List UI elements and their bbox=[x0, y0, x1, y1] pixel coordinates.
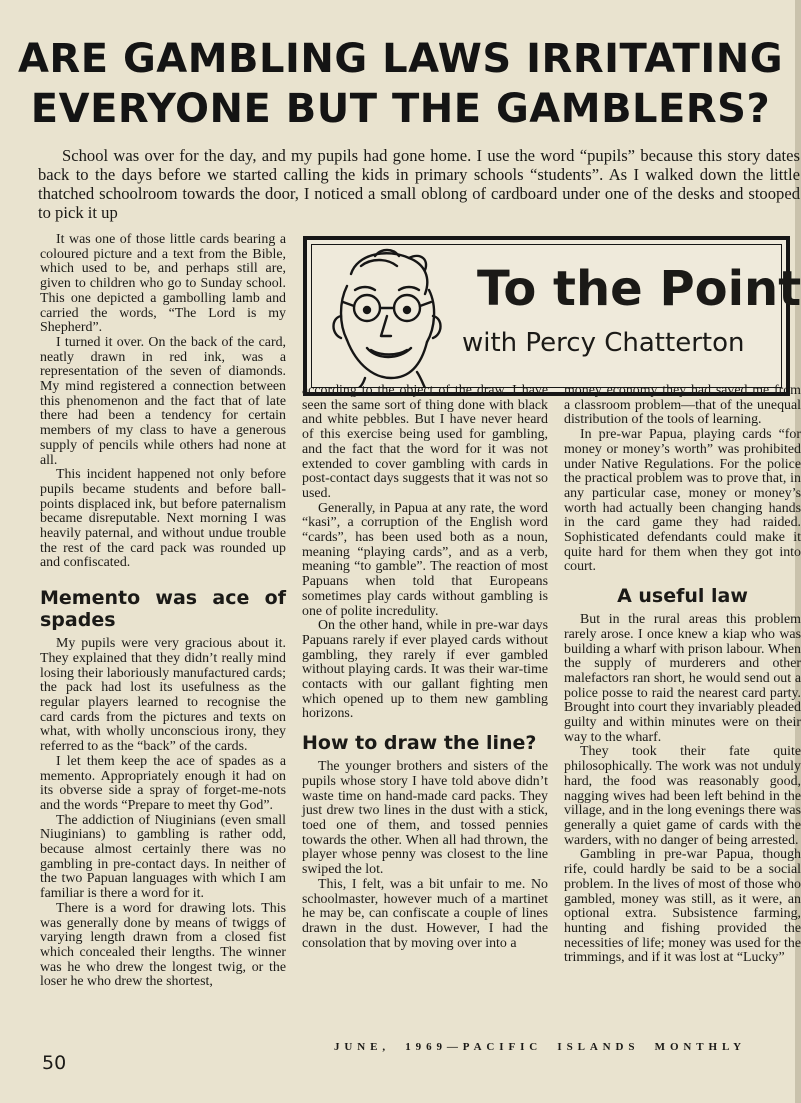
paragraph: This, I felt, was a bit unfair to me. No schoolmaster, however much of a martinet he may be, can confiscate a couple of lines drawn in the dust. However, I had the consolation that by moving over into a bbox=[302, 876, 548, 951]
paragraph: They took their fate quite philosophically. The work was not unduly hard, the food was reasonably good, nagging wives had been left behind in the village, and in the long evenings there was generally a quiet game of cards with the warders, with no danger of being arrested. bbox=[564, 744, 801, 848]
paragraph: Generally, in Papua at any rate, the word “kasi”, a corruption of the English word “cards”, has been used both as a noun, meaning “playing cards”, and as a verb, meaning “to gamble”. The reaction of most Papuans when told that Europeans sometimes play cards without gambling is one of polite incredulity. bbox=[302, 500, 548, 619]
intro-paragraph: School was over for the day, and my pupils had gone home. I use the word “pupils” because this story dates back to the days before we started calling the kids in primary schools “students”. As I walked down the little thatched schoolroom towards the door, I noticed a small oblong of cardboard under one of the desks and stooped to pick it up bbox=[38, 146, 800, 222]
paragraph: My pupils were very gracious about it. They explained that they didn’t really mind losing their laboriously manufactured cards; the pack had lost its usefulness as the regular players learned to recognise the card cards from the pictures and texts on what, with wholly unconscious irony, they referred to as the “back” of the cards. bbox=[40, 636, 286, 755]
column-2 bbox=[302, 384, 548, 951]
column-3 bbox=[564, 384, 801, 966]
paragraph: The younger brothers and sisters of the pupils whose story I have told above didn’t waste time on hand-made card packs. They just drew two lines in the dust with a stick, toed one of them, and tossed pennies towards the other. When all had thrown, the player whose penny was closest to the line swiped the lot. bbox=[302, 759, 548, 878]
paragraph: It was one of those little cards bearing a coloured picture and a text from the Bible, which used to be, and perhaps still are, given to children who go to Sunday school. This one depicted a gambolling lamb and carried the words, “The Lord is my Shepherd”. bbox=[40, 232, 286, 336]
column-title: To the Point bbox=[477, 261, 801, 317]
paragraph: Gambling in pre-war Papua, though rife, could hardly be said to be a social problem. In the lives of most of those who gambled, money was still, as it were, an optional extra. Subsistence farming, hunting and fishing provided the necessities of life; money was used for the trimmings, and if it was lost at “Lucky” bbox=[564, 847, 801, 966]
section-heading-useful-law: A useful law bbox=[617, 585, 748, 608]
running-footer: JUNE, 1969—PACIFIC ISLANDS MONTHLY bbox=[334, 1041, 747, 1053]
paragraph: But in the rural areas this problem rarely arose. I once knew a kiap who was building a wharf with prison labour. When the supply of murderers and other malefactors ran short, he would send out a police posse to raid the nearest card party. Brought into court they invariably pleaded guilty and within minutes were on their way to the wharf. bbox=[564, 612, 801, 745]
page-number: 50 bbox=[42, 1052, 67, 1074]
column-byline: with Percy Chatterton bbox=[462, 328, 745, 358]
paragraph: On the other hand, while in pre-war days Papuans rarely if ever played cards without gambling, they rarely if ever gambled without playing cards. It was their war-time contacts with our gallant fighting men which opened up to them new gambling horizons. bbox=[302, 618, 548, 722]
headline-line-1: ARE GAMBLING LAWS IRRITATING bbox=[17, 36, 784, 82]
paragraph: money economy they had saved me from a classroom problem—that of the unequal distribution of the tools of learning. bbox=[564, 383, 801, 428]
paragraph: In pre-war Papua, playing cards “for money or money’s worth” was prohibited under Native Regulations. For the police the practical problem was to prove that, in any particular case, money or money’s worth had actually been changing hands in the card game they had raided. Sophisticated defendants could make it quite hard for them when they got into court. bbox=[564, 427, 801, 575]
paragraph: according to the object of the draw. I have seen the same sort of thing done with black and white pebbles. But I have never heard of this exercise being used for gambling, and the fact that the word for it was not extended to cover gambling with cards in post-contact days suggests that it was not so used. bbox=[302, 383, 548, 501]
paragraph: I turned it over. On the back of the card, neatly drawn in red ink, was a representation of the seven of diamonds. My mind registered a connection between this phenomenon and the fact that of late there had been a tendency for certain members of my class to have a generous supply of pencils while others had none at all. bbox=[40, 334, 286, 468]
column-title-box bbox=[303, 236, 801, 396]
paragraph: I let them keep the ace of spades as a memento. Appropriately enough it had on its obverse side a spray of forget-me-nots and the words “Prepare to meet thy God”. bbox=[40, 753, 286, 813]
section-heading-draw-the-line: How to draw the line? bbox=[302, 732, 537, 755]
paragraph: This incident happened not only before pupils became students and before ball-points displaced ink, but before paternalism became disreputable. Next morning I was heavily paternal, and without undue trouble the rest of the card pack was rounded up and confiscated. bbox=[40, 467, 286, 571]
column-1 bbox=[40, 233, 286, 990]
paragraph: There is a word for drawing lots. This was generally done by means of twiggs of varying length drawn from a closed fist which concealed their lengths. The winner was he who drew the longest twig, or the loser he who drew the shortest, bbox=[40, 900, 286, 990]
section-heading-memento: Memento was ace of spades bbox=[40, 587, 286, 632]
paragraph: The addiction of Niuginians (even small Niuginians) to gambling is rather odd, because almost certainly there was no gambling in pre-contact days. In neither of the two Papuan languages with which I am familiar is there a word for it. bbox=[40, 812, 286, 902]
headline-line-2: EVERYONE BUT THE GAMBLERS? bbox=[30, 86, 771, 132]
author-caricature-icon bbox=[317, 244, 455, 388]
